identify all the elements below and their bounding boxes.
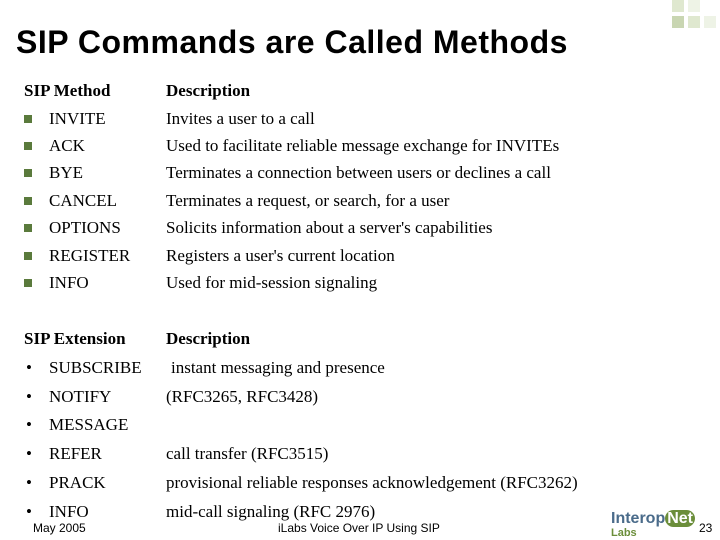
method-description: Solicits information about a server's capabilities [166,218,493,237]
method-row [24,273,704,297]
method-name: INFO [49,273,89,292]
extension-name: NOTIFY [49,387,112,406]
bullet-icon: • [26,415,32,434]
method-name: OPTIONS [49,218,121,237]
method-name: INVITE [49,109,106,128]
method-name: CANCEL [49,191,117,210]
extensions-header-col1: SIP Extension [24,329,126,348]
methods-header-col2: Description [166,81,251,100]
method-description: Terminates a request, or search, for a user [166,191,450,210]
bullet-icon: • [26,387,32,406]
extension-row [24,358,704,382]
square-bullet-icon [24,142,32,150]
extensions-header-col2: Description [166,329,251,348]
method-row [24,109,704,133]
method-name: ACK [49,136,85,155]
bullet-icon: • [26,473,32,492]
interop-net-logo [607,500,697,540]
method-name: BYE [49,163,83,182]
extension-description: instant messaging and presence [171,358,385,377]
extension-name: SUBSCRIBE [49,358,142,377]
bullet-icon: • [26,502,32,521]
square-bullet-icon [24,279,32,287]
square-bullet-icon [24,169,32,177]
method-name: REGISTER [49,246,131,265]
extension-description: (RFC3265, RFC3428) [166,387,319,406]
method-row [24,191,704,215]
method-row [24,218,704,242]
method-row [24,163,704,187]
extension-row [24,444,704,468]
square-bullet-icon [24,197,32,205]
method-row [24,246,704,270]
slide-title: SIP Commands are Called Methods [16,24,568,60]
method-description: Used to facilitate reliable message exchange for INVITEs [166,136,560,155]
method-description: Terminates a connection between users or declines a call [166,163,551,182]
extensions-header [24,329,704,353]
extension-name: MESSAGE [49,415,129,434]
page-number: 23 [699,521,713,535]
bullet-icon: • [26,358,32,377]
logo-part1: Interop [611,510,666,527]
extension-name: REFER [49,444,102,463]
logo-part2: Net [667,510,693,527]
extension-description: mid-call signaling (RFC 2976) [166,502,376,521]
extension-name: INFO [49,502,89,521]
square-bullet-icon [24,224,32,232]
bullet-icon: • [26,444,32,463]
square-bullet-icon [24,252,32,260]
extension-row [24,415,704,439]
method-row [24,136,704,160]
extension-description: provisional reliable responses acknowledgement (RFC3262) [166,473,578,492]
extension-row [24,473,704,497]
footer-date: May 2005 [33,521,86,535]
footer-title: iLabs Voice Over IP Using SIP [278,521,440,535]
method-description: Invites a user to a call [166,109,315,128]
extension-name: PRACK [49,473,106,492]
square-bullet-icon [24,115,32,123]
method-description: Registers a user's current location [166,246,395,265]
methods-header-col1: SIP Method [24,81,111,100]
method-description: Used for mid-session signaling [166,273,378,292]
extension-description: call transfer (RFC3515) [166,444,329,463]
corner-decoration [660,0,720,40]
logo-wordmark [611,510,695,528]
extension-row [24,387,704,411]
methods-header [24,81,704,105]
logo-sub: Labs [611,527,637,539]
